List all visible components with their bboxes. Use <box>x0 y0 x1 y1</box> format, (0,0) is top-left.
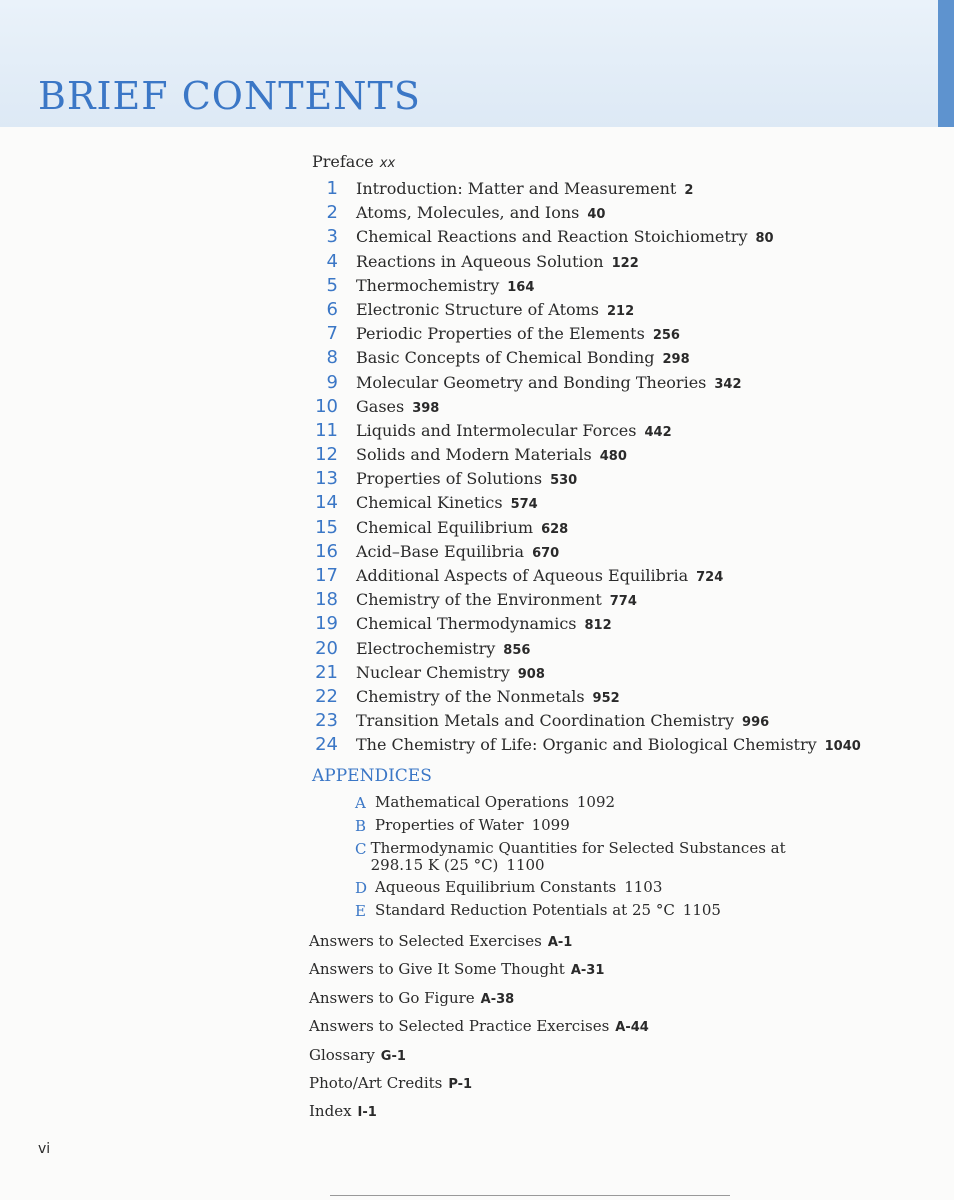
appendix-entry <box>375 794 615 811</box>
chapter-page: 40 <box>587 207 606 223</box>
chapter-entry <box>356 373 742 392</box>
chapter-title: Chemical Kinetics <box>356 493 503 513</box>
appendix-title: Properties of Water <box>375 816 524 834</box>
chapter-title: Solids and Modern Materials <box>356 445 592 465</box>
chapter-number: 21 <box>315 661 338 683</box>
chapter-entry <box>356 227 774 246</box>
chapter-number: 24 <box>315 734 338 756</box>
chapter-title: Properties of Solutions <box>356 469 543 489</box>
chapter-number: 23 <box>315 710 338 732</box>
chapter-title: Basic Concepts of Chemical Bonding <box>356 348 655 368</box>
chapter-row <box>300 420 900 444</box>
chapter-number: 1 <box>326 178 338 199</box>
chapter-page: 530 <box>550 473 578 489</box>
appendix-title: Mathematical Operations <box>375 793 569 811</box>
chapter-title: Nuclear Chemistry <box>356 662 510 682</box>
chapter-number: 22 <box>315 685 338 707</box>
backmatter-row <box>309 989 649 1017</box>
chapter-row <box>300 347 900 371</box>
page-edge-strip <box>938 0 954 127</box>
chapter-entry <box>356 590 637 609</box>
chapter-row <box>300 251 900 275</box>
chapter-number: 3 <box>326 226 338 248</box>
backmatter-page: I-1 <box>357 1105 377 1121</box>
appendix-row <box>355 902 835 920</box>
appendix-title: Thermodynamic Quantities for Selected Substances at 298.15 K (25 °C) <box>370 839 786 874</box>
chapter-row <box>300 613 900 637</box>
chapter-row <box>300 178 900 202</box>
appendix-letter: E <box>355 902 366 920</box>
chapter-page: 670 <box>532 545 560 561</box>
chapter-title: Reactions in Aqueous Solution <box>356 251 604 271</box>
chapter-number: 18 <box>315 589 338 611</box>
chapter-row <box>300 638 900 662</box>
chapter-row <box>300 299 900 323</box>
appendix-letter: D <box>355 879 368 897</box>
chapter-title: Chemistry of the Nonmetals <box>356 686 585 706</box>
appendix-page: 1100 <box>506 856 545 874</box>
chapter-title: Additional Aspects of Aqueous Equilibria <box>356 566 689 585</box>
bottom-rule <box>330 1195 730 1196</box>
chapter-page: 774 <box>609 594 637 610</box>
chapter-row <box>300 541 900 565</box>
chapter-page: 480 <box>599 449 627 465</box>
chapter-number: 11 <box>315 419 338 441</box>
chapter-page: 908 <box>517 666 545 682</box>
chapter-entry <box>356 469 577 488</box>
preface-entry <box>312 152 395 171</box>
chapter-row <box>300 589 900 613</box>
chapter-row <box>300 710 900 734</box>
chapter-entry <box>356 348 690 367</box>
chapter-number: 10 <box>315 395 338 417</box>
appendix-page: 1105 <box>682 901 721 919</box>
chapter-page: 398 <box>412 400 440 416</box>
chapter-row <box>300 686 900 710</box>
appendix-page: 1103 <box>624 878 663 896</box>
chapter-number: 13 <box>315 468 338 490</box>
chapter-page: 298 <box>662 352 690 368</box>
chapter-title: Electrochemistry <box>356 638 496 658</box>
chapter-page: 628 <box>541 521 569 537</box>
appendix-title: Aqueous Equilibrium Constants <box>375 878 617 896</box>
chapter-title: Periodic Properties of the Elements <box>356 324 645 344</box>
chapter-page: 122 <box>611 255 639 271</box>
chapter-page: 256 <box>652 328 680 344</box>
chapter-number: 2 <box>326 202 338 224</box>
chapter-title: Molecular Geometry and Bonding Theories <box>356 372 707 392</box>
backmatter-title: Answers to Give It Some Thought <box>309 960 565 979</box>
chapter-page: 2 <box>684 183 694 198</box>
backmatter-row <box>309 1102 649 1130</box>
chapter-number: 4 <box>326 250 338 272</box>
appendix-entry <box>375 902 721 919</box>
chapter-entry <box>356 252 639 271</box>
chapter-number: 15 <box>315 516 338 538</box>
chapter-number: 16 <box>315 540 338 562</box>
chapter-number: 8 <box>326 347 338 369</box>
chapter-row <box>300 444 900 468</box>
chapter-entry <box>356 203 605 222</box>
appendix-page: 1092 <box>576 793 616 811</box>
appendix-row <box>355 794 835 812</box>
backmatter-title: Photo/Art Credits <box>309 1073 443 1092</box>
chapter-entry <box>356 421 672 440</box>
backmatter-title: Answers to Go Figure <box>309 988 475 1007</box>
chapter-entry <box>356 735 861 754</box>
chapter-title: Introduction: Matter and Measurement <box>356 179 677 198</box>
chapter-page: 952 <box>592 690 620 706</box>
chapter-entry <box>356 397 439 416</box>
chapter-number: 20 <box>315 637 338 659</box>
chapter-row <box>300 372 900 396</box>
chapter-title: Liquids and Intermolecular Forces <box>356 420 637 440</box>
backmatter-page: A-44 <box>615 1020 649 1036</box>
chapter-entry <box>356 663 545 682</box>
chapter-title: Thermochemistry <box>356 275 500 295</box>
chapter-entry <box>356 300 634 319</box>
page-number: vi <box>38 1141 51 1157</box>
appendix-row <box>355 817 835 835</box>
chapter-entry <box>356 639 530 658</box>
chapter-row <box>300 396 900 420</box>
chapter-row <box>300 275 900 299</box>
backmatter-list <box>309 932 649 1131</box>
appendix-letter: C <box>355 840 367 858</box>
chapter-number: 19 <box>315 613 338 635</box>
appendix-entry <box>371 840 835 874</box>
appendix-entry <box>375 879 662 896</box>
chapter-entry <box>356 324 680 343</box>
chapter-page: 342 <box>714 376 742 392</box>
chapter-number: 6 <box>326 298 338 320</box>
backmatter-page: G-1 <box>380 1048 406 1064</box>
chapter-entry <box>356 179 693 198</box>
chapter-page: 812 <box>584 618 612 634</box>
appendix-entry <box>375 817 570 834</box>
appendix-title: Standard Reduction Potentials at 25 °C <box>375 901 675 919</box>
appendix-page: 1099 <box>531 816 570 834</box>
chapter-row <box>300 226 900 250</box>
chapter-title: Transition Metals and Coordination Chemistry <box>356 711 735 731</box>
backmatter-title: Answers to Selected Practice Exercises <box>309 1017 610 1036</box>
chapter-page: 996 <box>742 715 770 731</box>
chapter-row <box>300 565 900 589</box>
page-title: BRIEF CONTENTS <box>38 74 421 118</box>
backmatter-row <box>309 1074 649 1102</box>
chapter-page: 724 <box>696 570 724 585</box>
chapter-page: 1040 <box>824 739 861 755</box>
chapter-title: Atoms, Molecules, and Ions <box>356 203 580 223</box>
chapter-entry <box>356 614 612 633</box>
chapter-number: 5 <box>326 274 338 296</box>
chapter-entry <box>356 711 769 730</box>
chapter-row <box>300 323 900 347</box>
chapter-title: Gases <box>356 396 405 416</box>
appendix-row <box>355 879 835 897</box>
chapter-title: Chemistry of the Environment <box>356 590 602 610</box>
chapter-row <box>300 492 900 516</box>
backmatter-page: A-1 <box>547 935 573 950</box>
backmatter-row <box>309 932 649 960</box>
backmatter-row <box>309 960 649 988</box>
backmatter-title: Glossary <box>309 1045 375 1064</box>
chapter-title: Chemical Reactions and Reaction Stoichiometry <box>356 227 748 247</box>
chapter-title: Chemical Equilibrium <box>356 517 534 537</box>
chapter-title: Electronic Structure of Atoms <box>356 299 600 319</box>
chapter-entry <box>356 445 627 464</box>
appendices-heading: APPENDICES <box>312 766 432 786</box>
chapter-list <box>300 178 900 759</box>
chapter-row <box>300 734 900 758</box>
chapter-number: 14 <box>315 492 338 514</box>
chapter-page: 574 <box>510 497 538 513</box>
chapter-entry <box>356 276 534 295</box>
backmatter-page: A-38 <box>480 991 515 1007</box>
chapter-entry <box>356 542 559 561</box>
chapter-page: 856 <box>503 642 531 658</box>
appendix-row <box>355 840 835 874</box>
appendix-letter: B <box>355 817 367 835</box>
chapter-entry <box>356 687 620 706</box>
backmatter-title: Answers to Selected Exercises <box>309 932 542 950</box>
chapter-entry <box>356 566 723 585</box>
chapter-page: 164 <box>507 279 535 295</box>
chapter-row <box>300 202 900 226</box>
chapter-number: 12 <box>315 444 338 466</box>
chapter-number: 17 <box>315 565 338 586</box>
chapter-page: 442 <box>644 424 672 440</box>
chapter-title: Chemical Thermodynamics <box>356 614 577 634</box>
preface-page: xx <box>379 156 396 171</box>
backmatter-row <box>309 1017 649 1045</box>
chapter-entry <box>356 518 568 537</box>
backmatter-row <box>309 1046 649 1074</box>
appendix-list <box>355 794 835 925</box>
chapter-title: The Chemistry of Life: Organic and Biological Chemistry <box>356 735 817 755</box>
chapter-row <box>300 517 900 541</box>
chapter-page: 212 <box>607 303 635 319</box>
backmatter-page: A-31 <box>570 963 605 979</box>
appendix-letter: A <box>355 794 366 812</box>
chapter-page: 80 <box>755 231 774 247</box>
chapter-title: Acid–Base Equilibria <box>356 541 525 561</box>
chapter-number: 7 <box>326 323 338 345</box>
chapter-row <box>300 468 900 492</box>
chapter-number: 9 <box>326 371 338 393</box>
chapter-entry <box>356 493 538 512</box>
chapter-row <box>300 662 900 686</box>
backmatter-page: P-1 <box>448 1076 473 1092</box>
preface-label: Preface <box>312 152 374 171</box>
backmatter-title: Index <box>309 1102 352 1121</box>
